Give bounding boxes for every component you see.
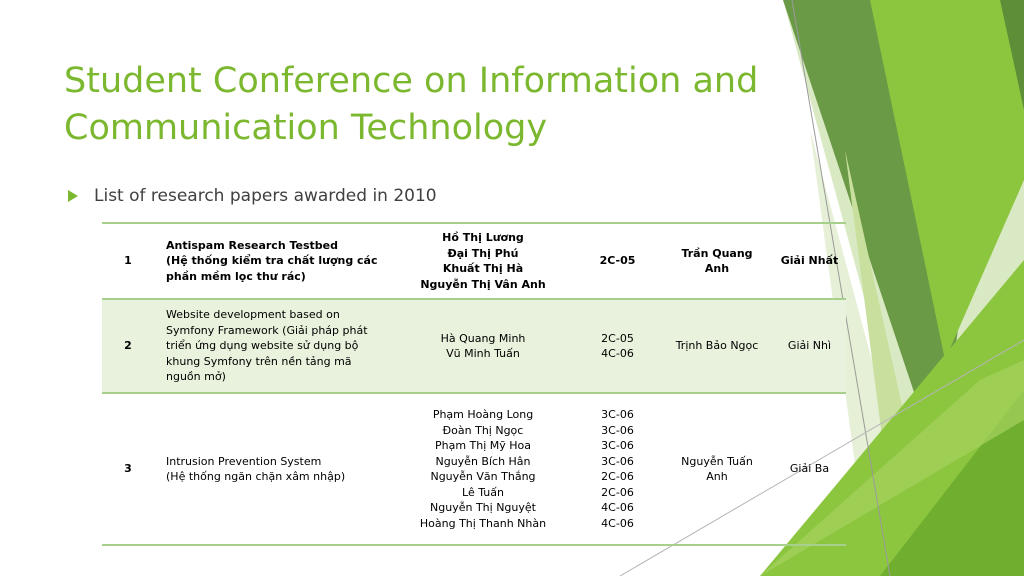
class-code: 4C-06 — [601, 347, 634, 360]
title-line: Communication Technology — [64, 108, 548, 148]
paper-classes — [574, 393, 661, 545]
author-name: Vũ Minh Tuấn — [446, 347, 520, 360]
paper-classes — [574, 299, 661, 393]
supervisor-text-line: Trần Quang — [681, 246, 753, 260]
title-text-line: Symfony Framework (Giải pháp phát — [166, 323, 368, 337]
class-code: 3C-06 — [601, 423, 634, 437]
class-code: 4C-06 — [601, 501, 634, 514]
class-code: 2C-05 — [599, 254, 636, 268]
author-name: Hà Quang Minh — [440, 331, 526, 345]
awarded-papers-table — [102, 222, 846, 546]
paper-authors — [392, 393, 574, 545]
class-code: 2C-05 — [601, 331, 634, 345]
paper-supervisor — [661, 299, 773, 393]
title-line: Student Conference on Information and — [64, 61, 759, 101]
author-name: Phạm Thị Mỹ Hoa — [434, 439, 532, 452]
title-text-line: khung Symfony trên nền tảng mã — [166, 354, 352, 368]
author-name: Hồ Thị Lương — [442, 231, 524, 244]
supervisor-text-line: Anh — [704, 262, 730, 275]
table-row — [102, 299, 846, 393]
title-text-line: triển ứng dụng website sử dụng bộ — [166, 339, 359, 353]
paper-authors — [392, 223, 574, 299]
table-row — [102, 223, 846, 299]
slide-title — [64, 58, 784, 152]
paper-number: 2 — [124, 339, 132, 353]
supervisor-text-line: Trịnh Bảo Ngọc — [675, 339, 759, 353]
supervisor-text-line: Anh — [706, 470, 728, 483]
author-name: Đoàn Thị Ngọc — [442, 423, 524, 437]
class-code: 3C-06 — [601, 454, 634, 468]
paper-classes — [574, 223, 661, 299]
title-text-line: Intrusion Prevention System — [166, 454, 322, 468]
title-text-line: (Hệ thống ngăn chặn xâm nhập) — [166, 470, 346, 483]
class-code: 2C-06 — [601, 470, 634, 483]
author-name: Đại Thị Phú — [447, 246, 519, 260]
author-name: Nguyễn Bích Hân — [435, 454, 531, 468]
paper-prize: Giải Ba — [789, 462, 830, 476]
author-name: Phạm Hoàng Long — [432, 408, 534, 421]
paper-prize: Giải Nhất — [780, 254, 839, 268]
author-name: Nguyễn Thị Vân Anh — [420, 277, 546, 291]
author-name: Nguyễn Văn Thắng — [430, 470, 536, 483]
paper-authors — [392, 299, 574, 393]
paper-supervisor — [661, 393, 773, 545]
triangle-bullet-icon — [68, 190, 78, 202]
paper-title — [154, 393, 392, 545]
bullet-item — [68, 186, 437, 206]
table-row — [102, 393, 846, 545]
author-name: Khuất Thị Hà — [442, 262, 524, 275]
paper-number: 3 — [124, 462, 132, 476]
class-code: 3C-06 — [601, 439, 634, 452]
class-code: 2C-06 — [601, 485, 634, 499]
class-code: 4C-06 — [601, 516, 634, 530]
paper-prize: Giải Nhì — [787, 339, 832, 353]
paper-title — [154, 299, 392, 393]
paper-supervisor — [661, 223, 773, 299]
author-name: Lê Tuấn — [462, 485, 504, 499]
author-name: Hoàng Thị Thanh Nhàn — [419, 516, 547, 530]
title-text-line: nguồn mở) — [166, 370, 226, 384]
title-text-line: Antispam Research Testbed — [166, 238, 338, 252]
paper-number: 1 — [124, 254, 132, 268]
title-text-line: (Hệ thống kiểm tra chất lượng các — [166, 254, 378, 268]
title-text-line: Website development based on — [166, 308, 340, 322]
title-text-line: phần mềm lọc thư rác) — [166, 269, 306, 283]
paper-title — [154, 223, 392, 299]
bullet-text: List of research papers awarded in 2010 — [94, 186, 437, 206]
class-code: 3C-06 — [601, 408, 634, 421]
supervisor-text-line: Nguyễn Tuấn — [681, 454, 753, 468]
author-name: Nguyễn Thị Nguyệt — [430, 501, 536, 514]
